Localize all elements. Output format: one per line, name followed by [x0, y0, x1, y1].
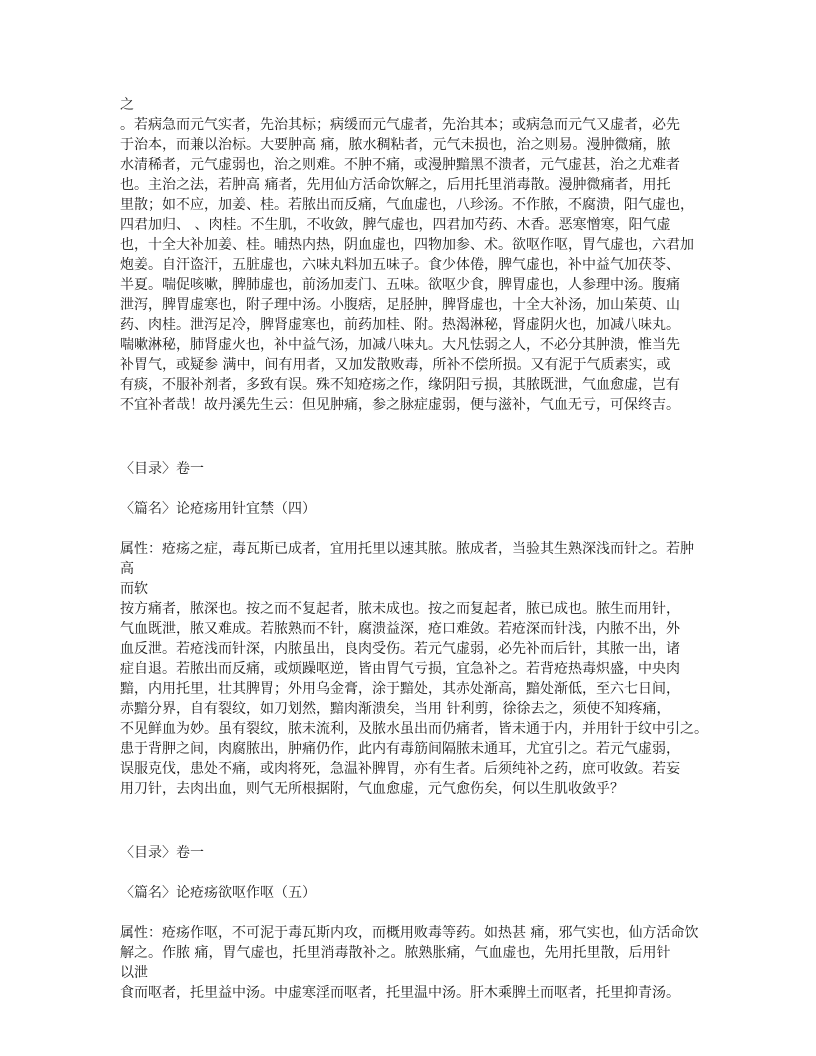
text-line: 用刀针，去肉出血，则气无所根据附，气血愈虚，元气愈伤矣，何以生肌收敛乎？: [120, 781, 624, 797]
text-line: 以泄: [120, 965, 148, 981]
text-line: 有痰，不服补剂者，多致有误。殊不知疮疡之作，缘阴阳亏损，其脓既泄，气血愈虚，岂有: [120, 377, 680, 393]
text-line: 属性：疮疡之症，毒瓦斯已成者，宜用托里以速其脓。脓成者，当验其生熟深浅而针之。若肿: [120, 541, 694, 557]
text-line: 喘嗽淋秘，肺肾虚火也，补中益气汤，加减八味丸。大凡怯弱之人，不必分其肿溃，惟当先: [120, 337, 680, 353]
text-line: 赤黯分界，自有裂纹，如刀划然，黯肉渐溃矣，当用 针利剪，徐徐去之，须使不知疼痛，: [120, 701, 671, 717]
text-line: 炮姜。自汗盗汗，五脏虚也，六味丸料加五味子。食少体倦，脾气虚也，补中益气加茯苓、: [120, 257, 680, 273]
text-line: 黯，内用托里，壮其脾胃；外用乌金膏，涂于黯处，其赤处渐高，黯处渐低，至六七日间，: [120, 681, 680, 697]
text-line: 泄泻，脾胃虚寒也，附子理中汤。小腹痞，足胫肿，脾肾虚也，十全大补汤，加山茱萸、山: [120, 297, 680, 313]
document-page: [120, 95, 708, 1003]
text-line: 于治本，而兼以治标。大要肿高 痛，脓水稠粘者，元气未损也，治之则易。漫肿微痛，脓: [120, 137, 671, 153]
text-line: 高: [120, 561, 134, 577]
text-line: 药、肉桂。泄泻足冷，脾肾虚寒也，前药加桂、附。热渴淋秘，肾虚阴火也，加减八味丸。: [120, 317, 680, 333]
text-line: 误服克伐，患处不痛，或肉将死，急温补脾胃，亦有生者。后须纯补之药，庶可收敛。若妄: [120, 761, 680, 777]
text-line: 也。主治之法，若肿高 痛者，先用仙方活命饮解之，后用托里消毒散。漫肿微痛者，用托: [120, 177, 671, 193]
text-line: 半夏。喘促咳嗽，脾肺虚也，前汤加麦门、五味。欲呕少食，脾胃虚也，人参理中汤。腹痛: [120, 277, 680, 293]
text-line: 不宜补者哉！故丹溪先生云：但见肿痛，参之脉症虚弱，便与滋补，气血无亏，可保终吉。: [120, 397, 680, 413]
text-line: 四君加归、 、肉桂。不生肌，不收敛，脾气虚也，四君加芍药、木香。恶寒憎寒，阳气虚: [120, 217, 671, 233]
text-line: 血反泄。若疮浅而针深，内脓虽出，良肉受伤。若元气虚弱，必先补而后针，其脓一出，诸: [120, 641, 680, 657]
text-line: 之: [120, 97, 134, 113]
chapter-title: 〈篇名〉论疮疡用针宜禁（四）: [120, 501, 316, 517]
section-3-body: [120, 923, 705, 1003]
text-line: 气血既泄，脓又难成。若脓熟而不针，腐溃益深，疮口难敛。若疮深而针浅，内脓不出，外: [120, 621, 680, 637]
catalog-heading: 〈目录〉卷一: [120, 461, 204, 477]
text-line: 症自退。若脓出而反痛，或烦躁呕逆，皆由胃气亏损，宜急补之。若背疮热毒炽盛，中央肉: [120, 661, 680, 677]
text-line: 不见鲜血为妙。虽有裂纹，脓未流利，及脓水虽出而仍痛者，皆未通于内，并用针于纹中引之。: [120, 721, 708, 737]
text-line: 补胃气，或疑参 满中，间有用者，又加发散败毒，所补不偿所损。又有泥于气质素实，或: [120, 357, 671, 373]
text-line: 而软: [120, 581, 148, 597]
text-line: 属性：疮疡作呕，不可泥于毒瓦斯内攻，而概用败毒等药。如热甚 痛，邪气实也，仙方活命饮: [120, 925, 699, 941]
text-line: 食而呕者，托里益中汤。中虚寒淫而呕者，托里温中汤。肝木乘脾土而呕者，托里抑青汤。: [120, 985, 680, 1001]
text-line: 患于背胛之间，肉腐脓出，肿痛仍作，此内有毒筋间隔脓未通耳，尤宜引之。若元气虚弱，: [120, 741, 680, 757]
section-1: [120, 95, 705, 415]
text-line: 也，十全大补加姜、桂。晡热内热，阴血虚也，四物加参、术。欲呕作呕，胃气虚也，六君加: [120, 237, 694, 253]
text-line: 解之。作脓 痛，胃气虚也，托里消毒散补之。脓熟胀痛，气血虚也，先用托里散，后用针: [120, 945, 671, 961]
section-2-body: [120, 539, 708, 799]
chapter-title: 〈篇名〉论疮疡欲呕作呕（五）: [120, 885, 316, 901]
text-line: 水清稀者，元气虚弱也，治之则难。不肿不痛，或漫肿黯黑不溃者，元气虚甚，治之尤难者: [120, 157, 680, 173]
text-line: 里散；如不应，加姜、桂。若脓出而反痛，气血虚也，八珍汤。不作脓，不腐溃，阳气虚也，: [120, 197, 694, 213]
catalog-heading: 〈目录〉卷一: [120, 845, 204, 861]
text-line: 。若病急而元气实者，先治其标；病缓而元气虚者，先治其本；或病急而元气又虚者，必先: [120, 117, 680, 133]
text-line: 按方痛者，脓深也。按之而不复起者，脓未成也。按之而复起者，脓已成也。脓生而用针，: [120, 601, 680, 617]
